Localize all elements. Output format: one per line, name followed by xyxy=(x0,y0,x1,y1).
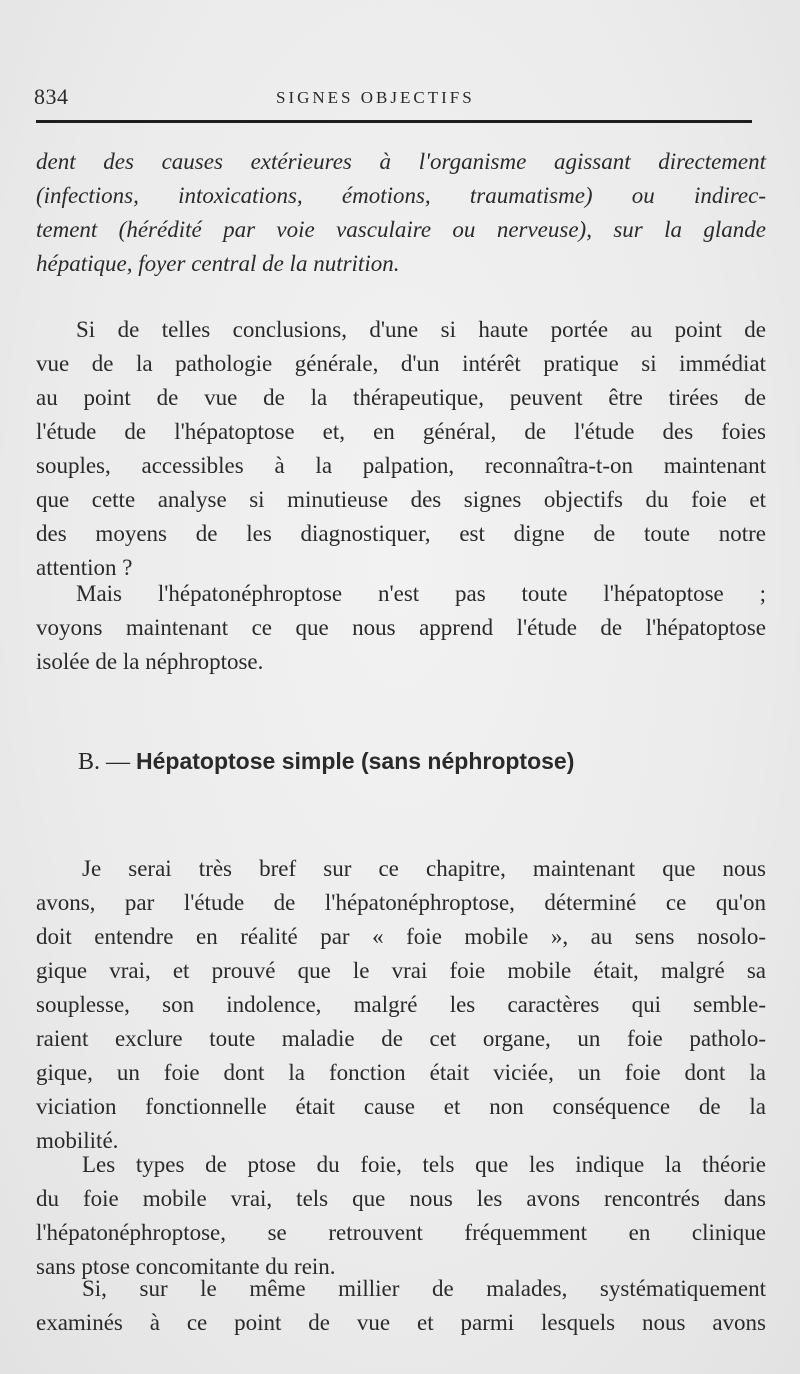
text-line: mobilité. xyxy=(36,1128,119,1153)
section-label: B. — xyxy=(78,749,131,775)
text-line: sans ptose concomitante du rein. xyxy=(36,1254,336,1279)
page-header xyxy=(34,84,752,114)
text-line: viciation fonctionnelle était cause et non conséquence de la xyxy=(36,1094,766,1119)
section-heading xyxy=(78,748,574,776)
text-line: isolée de la néphroptose. xyxy=(36,649,264,674)
text-line: au point de vue de la thérapeutique, peuvent être tirées de xyxy=(36,385,766,410)
paragraph-millier xyxy=(36,1272,766,1340)
text-line: souplesse, son indolence, malgré les caractères qui semble- xyxy=(36,992,766,1017)
text-line: vue de la pathologie générale, d'un intérêt pratique si immédiat xyxy=(36,351,766,376)
running-head: SIGNES OBJECTIFS xyxy=(276,88,475,107)
text-line: gique, un foie dont la fonction était viciée, un foie dont la xyxy=(36,1060,766,1085)
text-line: l'hépatonéphroptose, se retrouvent fréquemment en clinique xyxy=(36,1220,766,1245)
text-line: souples, accessibles à la palpation, reconnaîtra-t-on maintenant xyxy=(36,453,766,478)
text-line: examinés à ce point de vue et parmi lesquels nous avons xyxy=(36,1310,766,1335)
text-line: Mais l'hépatonéphroptose n'est pas toute l'hépatoptose ; xyxy=(76,581,766,606)
page-number: 834 xyxy=(34,84,69,109)
text-line: l'étude de l'hépatoptose et, en général, de l'étude des foies xyxy=(36,419,766,444)
text-line: Les types de ptose du foie, tels que les indique la théorie xyxy=(82,1152,766,1177)
text-line: hépatique, foyer central de la nutrition. xyxy=(36,251,400,276)
text-line: Je serai très bref sur ce chapitre, maintenant que nous xyxy=(82,856,766,881)
header-rule xyxy=(36,120,752,123)
text-line: des moyens de les diagnostiquer, est digne de toute notre xyxy=(36,521,766,546)
text-line: voyons maintenant ce que nous apprend l'étude de l'hépatoptose xyxy=(36,615,766,640)
text-line: doit entendre en réalité par « foie mobile », au sens nosolo- xyxy=(36,924,766,949)
text-line: (infections, intoxications, émotions, traumatisme) ou indirec- xyxy=(36,183,766,208)
text-line: du foie mobile vrai, tels que nous les avons rencontrés dans xyxy=(36,1186,766,1211)
paragraph-conclusions xyxy=(36,313,766,585)
text-line: raient exclure toute maladie de cet organe, un foie patholo- xyxy=(36,1026,766,1051)
paragraph-chapitre xyxy=(36,852,766,1158)
text-line: avons, par l'étude de l'hépatonéphroptose, déterminé ce qu'on xyxy=(36,890,766,915)
paragraph-types-ptose xyxy=(36,1148,766,1284)
text-line: gique vrai, et prouvé que le vrai foie mobile était, malgré sa xyxy=(36,958,766,983)
text-line: Si de telles conclusions, d'une si haute portée au point de xyxy=(76,317,766,342)
text-line: tement (hérédité par voie vasculaire ou nerveuse), sur la glande xyxy=(36,217,766,242)
section-title: Hépatoptose simple (sans néphroptose) xyxy=(136,748,575,774)
paragraph-hepatonephroptose xyxy=(36,577,766,679)
text-line: Si, sur le même millier de malades, systématiquement xyxy=(82,1276,766,1301)
text-line: dent des causes extérieures à l'organisme agissant directement xyxy=(36,149,766,174)
paragraph-continuation xyxy=(36,145,766,281)
text-line: que cette analyse si minutieuse des signes objectifs du foie et xyxy=(36,487,766,512)
text-line: attention ? xyxy=(36,555,133,580)
